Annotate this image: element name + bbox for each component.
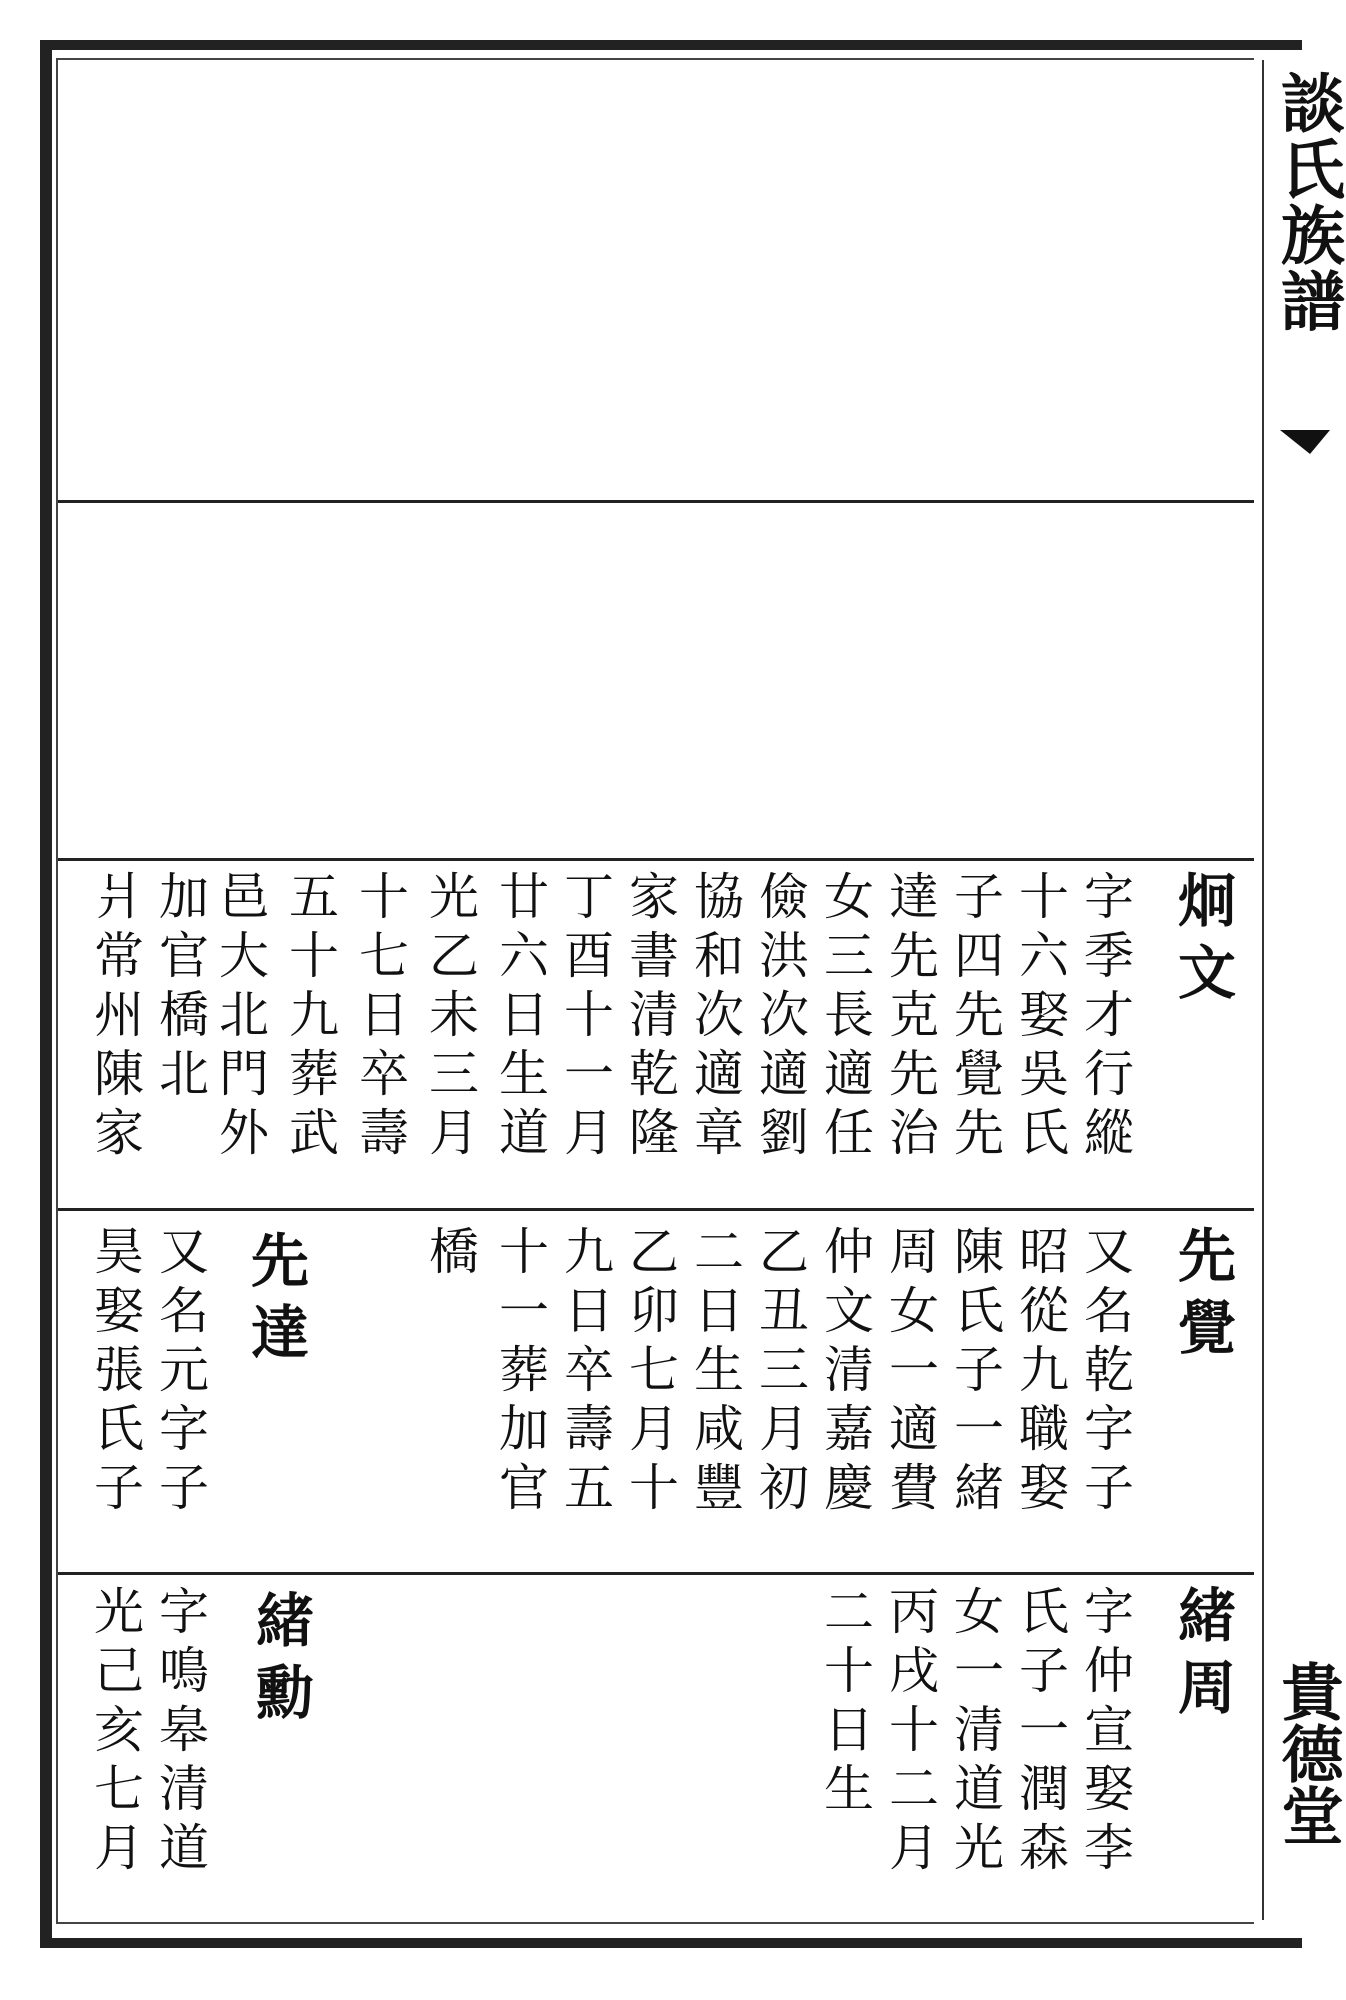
entry-line: 爿常州陳家: [86, 870, 144, 1165]
margin-divider: [1262, 60, 1264, 1920]
entry-line: 儉洪次適劉: [751, 870, 809, 1165]
entry-line: 仲文清嘉慶: [816, 1225, 874, 1520]
entry-line: 字季才行縱: [1076, 870, 1134, 1165]
entry-line: 二日生咸豐: [686, 1225, 744, 1520]
entry-line: 丁酉十一月: [556, 870, 614, 1165]
register-divider: [58, 858, 1254, 861]
entry-line: 協和次適章: [686, 870, 744, 1165]
entry-line: 廿六日生道: [491, 870, 549, 1165]
entry-line: 字仲宣娶李: [1076, 1585, 1134, 1880]
entry-line: 光己亥七月: [86, 1585, 144, 1880]
entry-line: 女三長適任: [816, 870, 874, 1165]
entry-line: 子四先覺先: [946, 870, 1004, 1165]
fishtail-mark: [1280, 430, 1330, 454]
entry-name: 先覺: [1168, 1225, 1236, 1369]
entry-line: 達先克先治: [881, 870, 939, 1165]
entry-line: 九日卒壽五: [556, 1225, 614, 1520]
entry-line: 橋: [421, 1225, 479, 1284]
entry-line: 字鳴皋清道: [151, 1585, 209, 1880]
entry-line: 昭從九職娶: [1011, 1225, 1069, 1520]
entry-line: 氏子一潤森: [1011, 1585, 1069, 1880]
entry-line: 丙戌十二月: [881, 1585, 939, 1880]
entry-line: 昊娶張氏子: [86, 1225, 144, 1520]
entry-line: 加官橋北: [151, 870, 209, 1106]
register-divider: [58, 1572, 1254, 1575]
entry-line: 五十九葬武: [281, 870, 339, 1165]
entry-name: 緒勳: [246, 1590, 314, 1734]
genealogy-title: 談氏族譜: [1270, 70, 1345, 334]
entry-line: 乙丑三月初: [751, 1225, 809, 1520]
entry-name: 緒周: [1168, 1585, 1236, 1729]
entry-line: 家書清乾隆: [621, 870, 679, 1165]
entry-name: 先達: [241, 1230, 309, 1374]
entry-line: 十六娶吳氏: [1011, 870, 1069, 1165]
register-divider: [58, 500, 1254, 503]
entry-line: 二十日生: [816, 1585, 874, 1821]
register-divider: [58, 1208, 1254, 1211]
entry-line: 又名乾字子: [1076, 1225, 1134, 1520]
inner-border-left: [56, 58, 58, 1924]
hall-name: 貴德堂: [1271, 1660, 1344, 1846]
entry-line: 陳氏子一緒: [946, 1225, 1004, 1520]
entry-line: 又名元字子: [151, 1225, 209, 1520]
entry-line: 乙卯七月十: [621, 1225, 679, 1520]
entry-line: 邑大北門外: [211, 870, 269, 1165]
entry-line: 十七日卒壽: [351, 870, 409, 1165]
entry-line: 女一清道光: [946, 1585, 1004, 1880]
entry-line: 光乙未三月: [421, 870, 479, 1165]
inner-border-top: [58, 58, 1254, 60]
entry-name: 炯文: [1168, 870, 1236, 1014]
entry-line: 周女一適費: [881, 1225, 939, 1520]
entry-line: 十一葬加官: [491, 1225, 549, 1520]
inner-border-bottom: [58, 1922, 1254, 1924]
